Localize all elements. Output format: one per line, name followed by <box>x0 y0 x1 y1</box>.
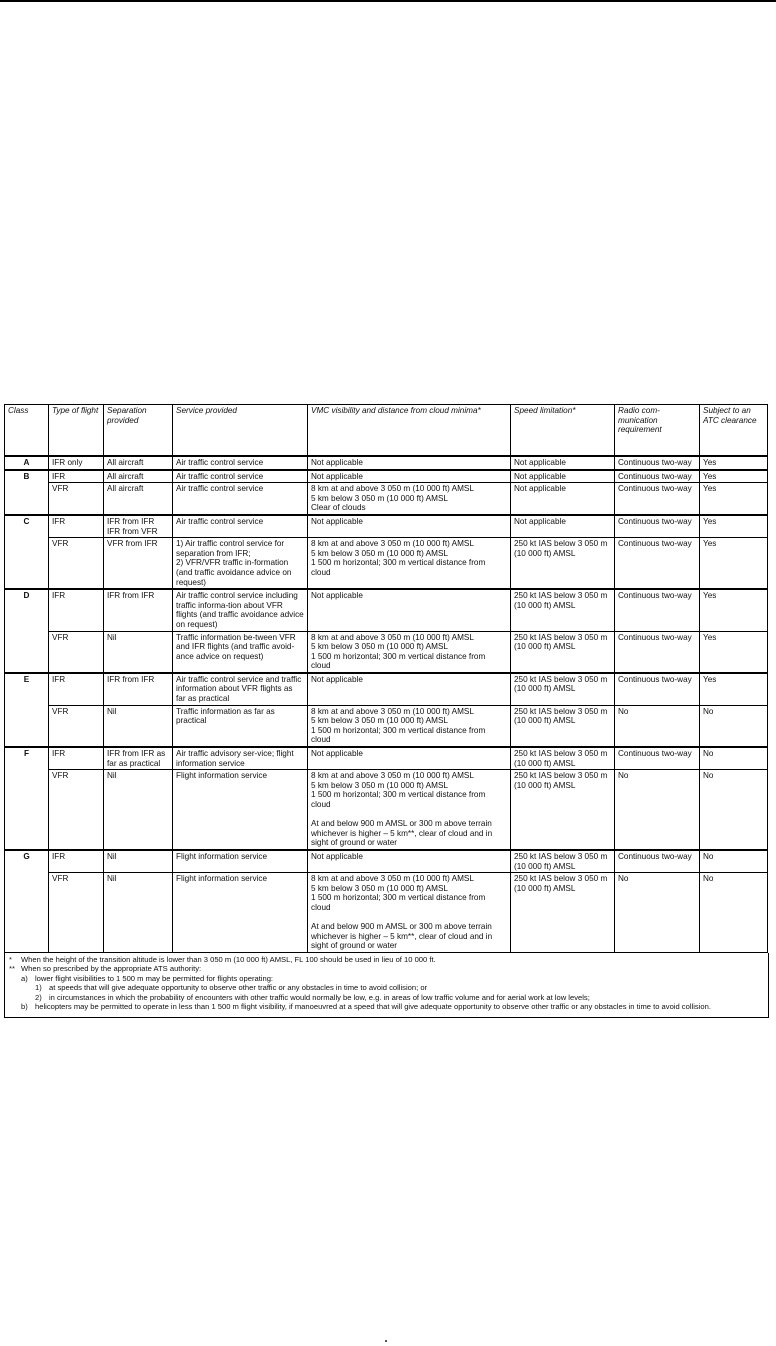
footnote-mark: * <box>9 954 12 964</box>
footnote-item-a1 <box>9 983 764 992</box>
airspace-classes-table <box>4 404 768 953</box>
service-cell: Flight information service <box>173 850 308 873</box>
table-row <box>5 673 768 705</box>
table-row <box>5 770 768 850</box>
clearance-cell: Yes <box>700 515 768 538</box>
speed-cell: Not applicable <box>511 456 615 470</box>
service-cell: Flight information service <box>173 873 308 953</box>
separation-cell: All aircraft <box>104 483 173 515</box>
vmc-cell: Not applicable <box>308 673 511 705</box>
table-row <box>5 515 768 538</box>
class-cell: G <box>5 850 49 952</box>
separation-cell: Nil <box>104 705 173 747</box>
radio-cell: Continuous two-way <box>615 538 700 589</box>
footnote-item-a2 <box>9 993 764 1002</box>
speed-cell: 250 kt IAS below 3 050 m (10 000 ft) AMSL <box>511 631 615 673</box>
clearance-cell: No <box>700 770 768 850</box>
vmc-cell: Not applicable <box>308 850 511 873</box>
type-cell: VFR <box>49 873 104 953</box>
radio-cell: Continuous two-way <box>615 747 700 770</box>
table-row <box>5 747 768 770</box>
radio-cell: Continuous two-way <box>615 589 700 631</box>
separation-cell: Nil <box>104 850 173 873</box>
radio-cell: Continuous two-way <box>615 456 700 470</box>
service-cell: 1) Air traffic control service for separation from IFR; 2) VFR/VFR traffic in-formation (and traffic avoidance advice on request) <box>173 538 308 589</box>
header-separation: Separation provided <box>104 405 173 457</box>
footnote-text: at speeds that will give adequate opportunity to observe other traffic or any obstacles in time to avoid collision; or <box>49 983 428 993</box>
header-vmc: VMC visibility and distance from cloud minima* <box>308 405 511 457</box>
separation-cell: Nil <box>104 770 173 850</box>
header-clearance: Subject to an ATC clearance <box>700 405 768 457</box>
type-cell: IFR only <box>49 456 104 470</box>
vmc-cell: Not applicable <box>308 515 511 538</box>
class-cell: F <box>5 747 49 850</box>
radio-cell: Continuous two-way <box>615 470 700 483</box>
clearance-cell: Yes <box>700 483 768 515</box>
clearance-cell: No <box>700 705 768 747</box>
top-rule <box>0 0 776 2</box>
service-cell: Air traffic control service and traffic information about VFR flights as far as practical <box>173 673 308 705</box>
header-row <box>5 405 768 457</box>
clearance-cell: No <box>700 873 768 953</box>
service-cell: Air traffic control service <box>173 483 308 515</box>
separation-cell: IFR from IFR <box>104 589 173 631</box>
table-row <box>5 631 768 673</box>
table-row <box>5 850 768 873</box>
vmc-cell: Not applicable <box>308 470 511 483</box>
radio-cell: Continuous two-way <box>615 673 700 705</box>
service-cell: Air traffic advisory ser-vice; flight information service <box>173 747 308 770</box>
header-speed: Speed limitation* <box>511 405 615 457</box>
vmc-cell: 8 km at and above 3 050 m (10 000 ft) AMSL 5 km below 3 050 m (10 000 ft) AMSL 1 500 m horizontal; 300 m vertical distance from cloud <box>308 631 511 673</box>
class-cell: B <box>5 470 49 515</box>
footnote-mark: ** <box>9 964 15 974</box>
footnote-item-a <box>9 974 764 983</box>
footnote-single-asterisk <box>9 955 764 964</box>
header-radio: Radio com-munication requirement <box>615 405 700 457</box>
speed-cell: Not applicable <box>511 515 615 538</box>
footnote-text: When so prescribed by the appropriate ATS authority: <box>21 964 202 974</box>
service-cell: Traffic information as far as practical <box>173 705 308 747</box>
clearance-cell: Yes <box>700 631 768 673</box>
radio-cell: No <box>615 770 700 850</box>
type-cell: VFR <box>49 770 104 850</box>
table-row <box>5 456 768 470</box>
class-cell: E <box>5 673 49 747</box>
type-cell: IFR <box>49 470 104 483</box>
radio-cell: No <box>615 705 700 747</box>
footnote-mark: 2) <box>35 992 42 1002</box>
type-cell: VFR <box>49 631 104 673</box>
separation-cell: All aircraft <box>104 456 173 470</box>
vmc-cell: 8 km at and above 3 050 m (10 000 ft) AMSL 5 km below 3 050 m (10 000 ft) AMSL 1 500 m horizontal; 300 m vertical distance from cloud At and below 900 m AMSL or 300 m above terrain whichever is higher – 5 km**, clear of cloud and in sight of ground or water <box>308 770 511 850</box>
speed-cell: 250 kt IAS below 3 050 m (10 000 ft) AMSL <box>511 873 615 953</box>
type-cell: IFR <box>49 673 104 705</box>
airspace-classification-sheet <box>4 404 767 1018</box>
footnote-text: in circumstances in which the probability of encounters with other traffic would normally be low, e.g. in areas of low traffic volume and for aerial work at low levels; <box>49 992 590 1002</box>
vmc-cell: Not applicable <box>308 456 511 470</box>
clearance-cell: No <box>700 747 768 770</box>
footnote-text: When the height of the transition altitude is lower than 3 050 m (10 000 ft) AMSL, FL 100 should be used in lieu of 10 000 ft. <box>21 954 436 964</box>
radio-cell: Continuous two-way <box>615 631 700 673</box>
page-speck <box>385 1340 387 1342</box>
class-cell: D <box>5 589 49 673</box>
clearance-cell: No <box>700 850 768 873</box>
separation-cell: Nil <box>104 873 173 953</box>
clearance-cell: Yes <box>700 589 768 631</box>
speed-cell: 250 kt IAS below 3 050 m (10 000 ft) AMSL <box>511 770 615 850</box>
type-cell: IFR <box>49 747 104 770</box>
separation-cell: IFR from IFR as far as practical <box>104 747 173 770</box>
footnote-text: helicopters may be permitted to operate in less than 1 500 m flight visibility, if manoeuvred at a speed that will give adequate opportunity to observe other traffic or any obstacles in time to avoid collision. <box>35 1001 711 1011</box>
table-row <box>5 705 768 747</box>
clearance-cell: Yes <box>700 470 768 483</box>
table-row <box>5 538 768 589</box>
radio-cell: Continuous two-way <box>615 483 700 515</box>
header-service: Service provided <box>173 405 308 457</box>
clearance-cell: Yes <box>700 456 768 470</box>
speed-cell: 250 kt IAS below 3 050 m (10 000 ft) AMSL <box>511 705 615 747</box>
speed-cell: 250 kt IAS below 3 050 m (10 000 ft) AMSL <box>511 850 615 873</box>
header-class: Class <box>5 405 49 457</box>
speed-cell: Not applicable <box>511 483 615 515</box>
service-cell: Air traffic control service including traffic informa-tion about VFR flights (and traffic avoidance advice on request) <box>173 589 308 631</box>
table-row <box>5 470 768 483</box>
clearance-cell: Yes <box>700 538 768 589</box>
service-cell: Air traffic control service <box>173 515 308 538</box>
footnote-double-asterisk <box>9 964 764 973</box>
clearance-cell: Yes <box>700 673 768 705</box>
separation-cell: All aircraft <box>104 470 173 483</box>
separation-cell: Nil <box>104 631 173 673</box>
service-cell: Air traffic control service <box>173 456 308 470</box>
speed-cell: Not applicable <box>511 470 615 483</box>
type-cell: IFR <box>49 850 104 873</box>
footnote-mark: a) <box>21 973 28 983</box>
speed-cell: 250 kt IAS below 3 050 m (10 000 ft) AMSL <box>511 538 615 589</box>
radio-cell: No <box>615 873 700 953</box>
separation-cell: IFR from IFR IFR from VFR <box>104 515 173 538</box>
type-cell: IFR <box>49 589 104 631</box>
footnote-mark: b) <box>21 1001 28 1011</box>
vmc-cell: 8 km at and above 3 050 m (10 000 ft) AMSL 5 km below 3 050 m (10 000 ft) AMSL 1 500 m horizontal; 300 m vertical distance from cloud At and below 900 m AMSL or 300 m above terrain whichever is higher – 5 km**, clear of cloud and in sight of ground or water <box>308 873 511 953</box>
separation-cell: IFR from IFR <box>104 673 173 705</box>
type-cell: VFR <box>49 705 104 747</box>
table-footnotes <box>4 953 769 1018</box>
table-row <box>5 589 768 631</box>
type-cell: VFR <box>49 483 104 515</box>
vmc-cell: 8 km at and above 3 050 m (10 000 ft) AMSL 5 km below 3 050 m (10 000 ft) AMSL 1 500 m horizontal; 300 m vertical distance from cloud <box>308 538 511 589</box>
class-cell: C <box>5 515 49 589</box>
table-row <box>5 483 768 515</box>
footnote-mark: 1) <box>35 983 42 993</box>
table-row <box>5 873 768 953</box>
service-cell: Flight information service <box>173 770 308 850</box>
vmc-cell: Not applicable <box>308 747 511 770</box>
vmc-cell: 8 km at and above 3 050 m (10 000 ft) AMSL 5 km below 3 050 m (10 000 ft) AMSL Clear of clouds <box>308 483 511 515</box>
footnote-item-b <box>9 1002 764 1011</box>
vmc-cell: 8 km at and above 3 050 m (10 000 ft) AMSL 5 km below 3 050 m (10 000 ft) AMSL 1 500 m horizontal; 300 m vertical distance from cloud <box>308 705 511 747</box>
speed-cell: 250 kt IAS below 3 050 m (10 000 ft) AMSL <box>511 747 615 770</box>
radio-cell: Continuous two-way <box>615 515 700 538</box>
service-cell: Traffic information be-tween VFR and IFR flights (and traffic avoid-ance advice on request) <box>173 631 308 673</box>
type-cell: IFR <box>49 515 104 538</box>
separation-cell: VFR from IFR <box>104 538 173 589</box>
class-cell: A <box>5 456 49 470</box>
radio-cell: Continuous two-way <box>615 850 700 873</box>
vmc-cell: Not applicable <box>308 589 511 631</box>
service-cell: Air traffic control service <box>173 470 308 483</box>
header-type-of-flight: Type of flight <box>49 405 104 457</box>
speed-cell: 250 kt IAS below 3 050 m (10 000 ft) AMSL <box>511 673 615 705</box>
footnote-text: lower flight visibilities to 1 500 m may be permitted for flights operating: <box>35 973 274 983</box>
type-cell: VFR <box>49 538 104 589</box>
speed-cell: 250 kt IAS below 3 050 m (10 000 ft) AMSL <box>511 589 615 631</box>
